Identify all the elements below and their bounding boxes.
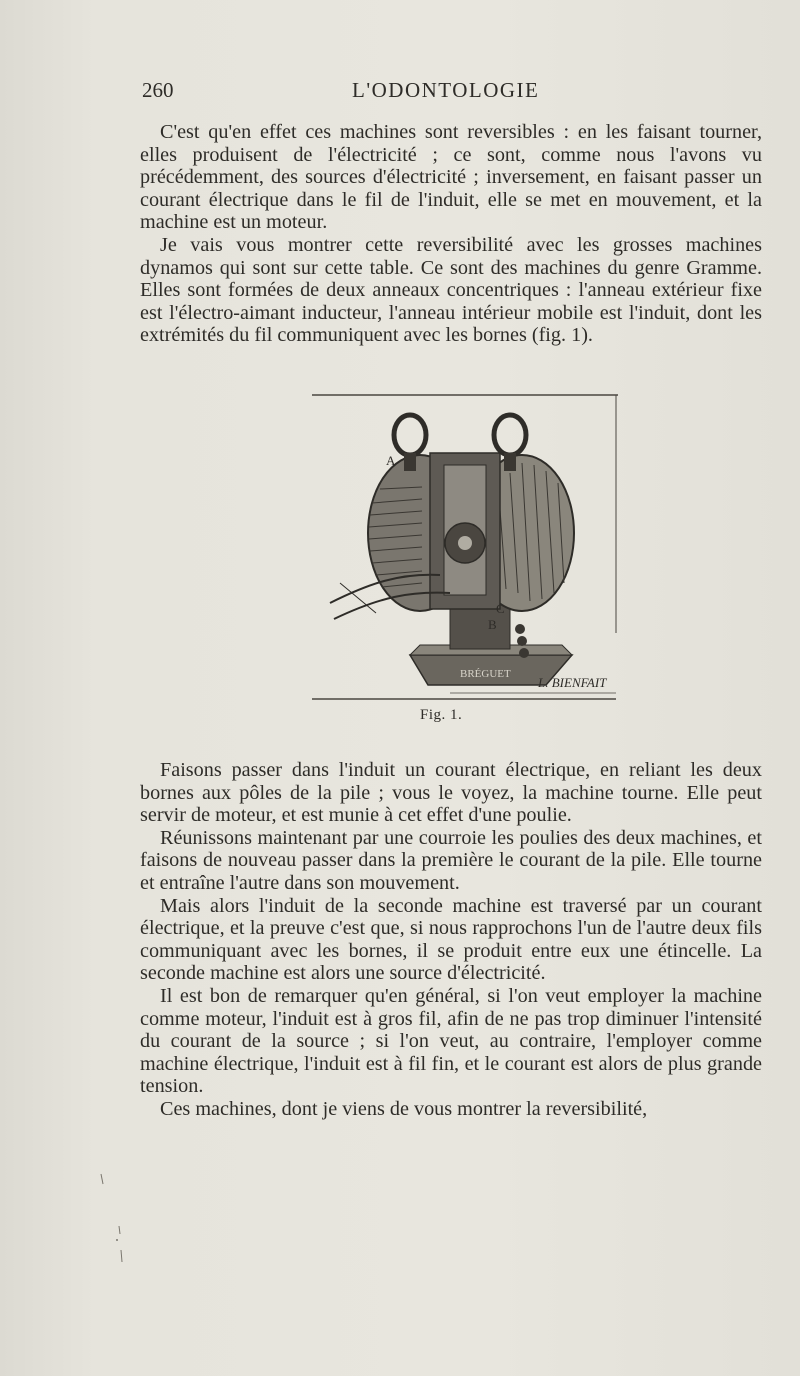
figure-caption: Fig. 1.: [420, 707, 463, 723]
margin-specks: [95, 1170, 135, 1285]
label-c: C: [496, 601, 505, 616]
body-text-bottom: [140, 759, 762, 1121]
paragraph: Je vais vous montrer cette reversibilité avec les grosses machines dynamos qui sont sur cette table. Ce sont des machines du genre Gramme. Elles sont formées de deux anneaux concentriques : l'anneau extérieur fixe est l'électro-aimant inducteur, l'anneau intérieur mobile est l'induit, dont les extrémités du fil communiquent avec les bornes (fig. 1).: [140, 233, 762, 347]
page-number: 260: [142, 78, 174, 102]
label-b: B: [488, 617, 497, 632]
artist-signature: L. BIENFAIT: [538, 675, 607, 690]
paragraph: C'est qu'en effet ces machines sont reversibles : en les faisant tourner, elles produisent de l'électricité ; ce sont, comme nous l'avons vu précédemment, des sources d'électricité ; inversement, en faisant passer un courant électrique dans le fil de l'induit, elle se met en mouvement, et la machine est un moteur.: [140, 121, 762, 234]
base-inscription: BRÉGUET: [460, 668, 511, 680]
paragraph: Il est bon de remarquer qu'en général, si l'on veut employer la machine comme moteur, l'induit est à gros fil, afin de ne pas trop diminuer l'intensité du courant de la source ; si l'on veut, au contraire, l'employer comme machine électrique, l'induit est à fil fin, et le courant est alors de plus grande tension.: [140, 984, 762, 1098]
paragraph: Ces machines, dont je viens de vous montrer la reversibilité,: [160, 1097, 648, 1120]
label-a: A: [386, 453, 396, 468]
running-title: L'ODONTOLOGIE: [352, 78, 540, 102]
paragraph: Réunissons maintenant par une courroie les poulies des deux machines, et faisons de nouveau passer dans la première le courant de la pile. Elle tourne et entraîne l'autre dans son mouvement.: [140, 826, 762, 894]
paragraph: Mais alors l'induit de la seconde machine est traversé par un courant électrique, et la preuve c'est que, si nous rapprochons l'un de l'autre deux fils communiquant avec les bornes, il se produit entre eux une étincelle. La seconde machine est alors une source d'électricité.: [140, 894, 762, 985]
dynamo-machine-illustration: [310, 393, 620, 705]
paragraph: Faisons passer dans l'induit un courant électrique, en reliant les deux bornes aux pôles de la pile ; vous le voyez, la machine tourne. Elle peut servir de moteur, et est munie à cet effet d'une poulie.: [140, 759, 762, 827]
body-text-top: [140, 121, 762, 347]
running-head: [142, 78, 762, 106]
